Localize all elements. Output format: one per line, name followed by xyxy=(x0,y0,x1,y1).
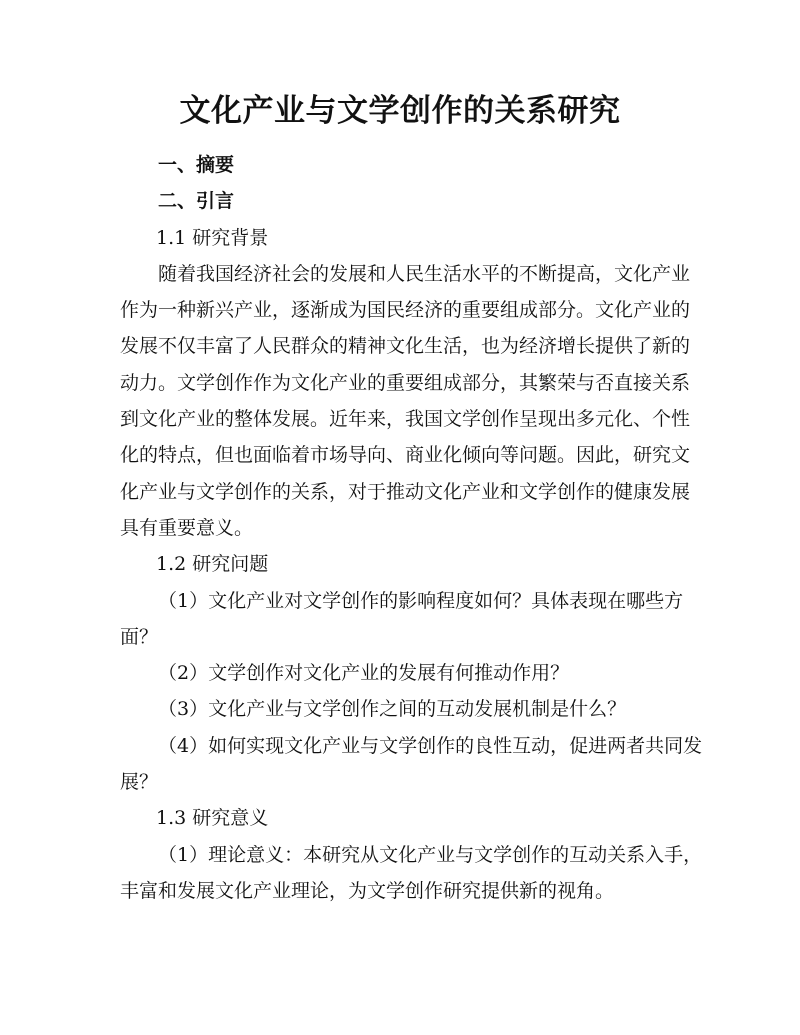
paragraph-background xyxy=(120,256,691,546)
paragraph-line: 面？ xyxy=(120,625,159,648)
paragraph-line: 随着我国经济社会的发展和人民生活水平的不断提高，文化产业 xyxy=(158,262,691,285)
paragraph-line: 丰富和发展文化产业理论，为文学创作研究提供新的视角。 xyxy=(120,879,615,902)
paragraph-line: 发展不仅丰富了人民群众的精神文化生活，也为经济增长提供了新的 xyxy=(120,335,691,358)
question-item-2: （2）文学创作对文化产业的发展有何推动作用？ xyxy=(158,662,570,685)
paragraph-line: （4）如何实现文化产业与文学创作的良性互动，促进两者共同发 xyxy=(158,734,703,757)
document-title: 文化产业与文学创作的关系研究 xyxy=(179,93,621,129)
paragraph-line: 到文化产业的整体发展。近年来，我国文学创作呈现出多元化、个性 xyxy=(120,408,691,431)
subsection-heading-questions: 1.2 研究问题 xyxy=(156,553,269,576)
question-item-1 xyxy=(120,583,682,656)
document-body xyxy=(120,147,703,909)
subsection-heading-significance: 1.3 研究意义 xyxy=(156,807,269,830)
paragraph-line: 化产业与文学创作的关系，对于推动文化产业和文学创作的健康发展 xyxy=(120,480,691,503)
paragraph-line: 作为一种新兴产业，逐渐成为国民经济的重要组成部分。文化产业的 xyxy=(120,299,691,322)
paragraph-line: （1）理论意义：本研究从文化产业与文学创作的互动关系入手， xyxy=(158,843,703,866)
paragraph-line: （1）文化产业对文学创作的影响程度如何？具体表现在哪些方 xyxy=(158,589,684,612)
paragraph-line: 展？ xyxy=(120,771,159,794)
question-item-3: （3）文化产业与文学创作之间的互动发展机制是什么？ xyxy=(158,698,627,721)
significance-item-1 xyxy=(120,837,703,910)
paragraph-line: 动力。文学创作作为文化产业的重要组成部分，其繁荣与否直接关系 xyxy=(120,371,691,394)
section-heading-abstract: 一、摘要 xyxy=(158,154,235,176)
section-heading-introduction: 二、引言 xyxy=(158,190,235,213)
paragraph-line: 化的特点，但也面临着市场导向、商业化倾向等问题。因此，研究文 xyxy=(120,444,691,467)
paragraph-line: 具有重要意义。 xyxy=(120,516,254,539)
subsection-heading-background: 1.1 研究背景 xyxy=(156,226,269,249)
question-item-4 xyxy=(120,728,703,801)
